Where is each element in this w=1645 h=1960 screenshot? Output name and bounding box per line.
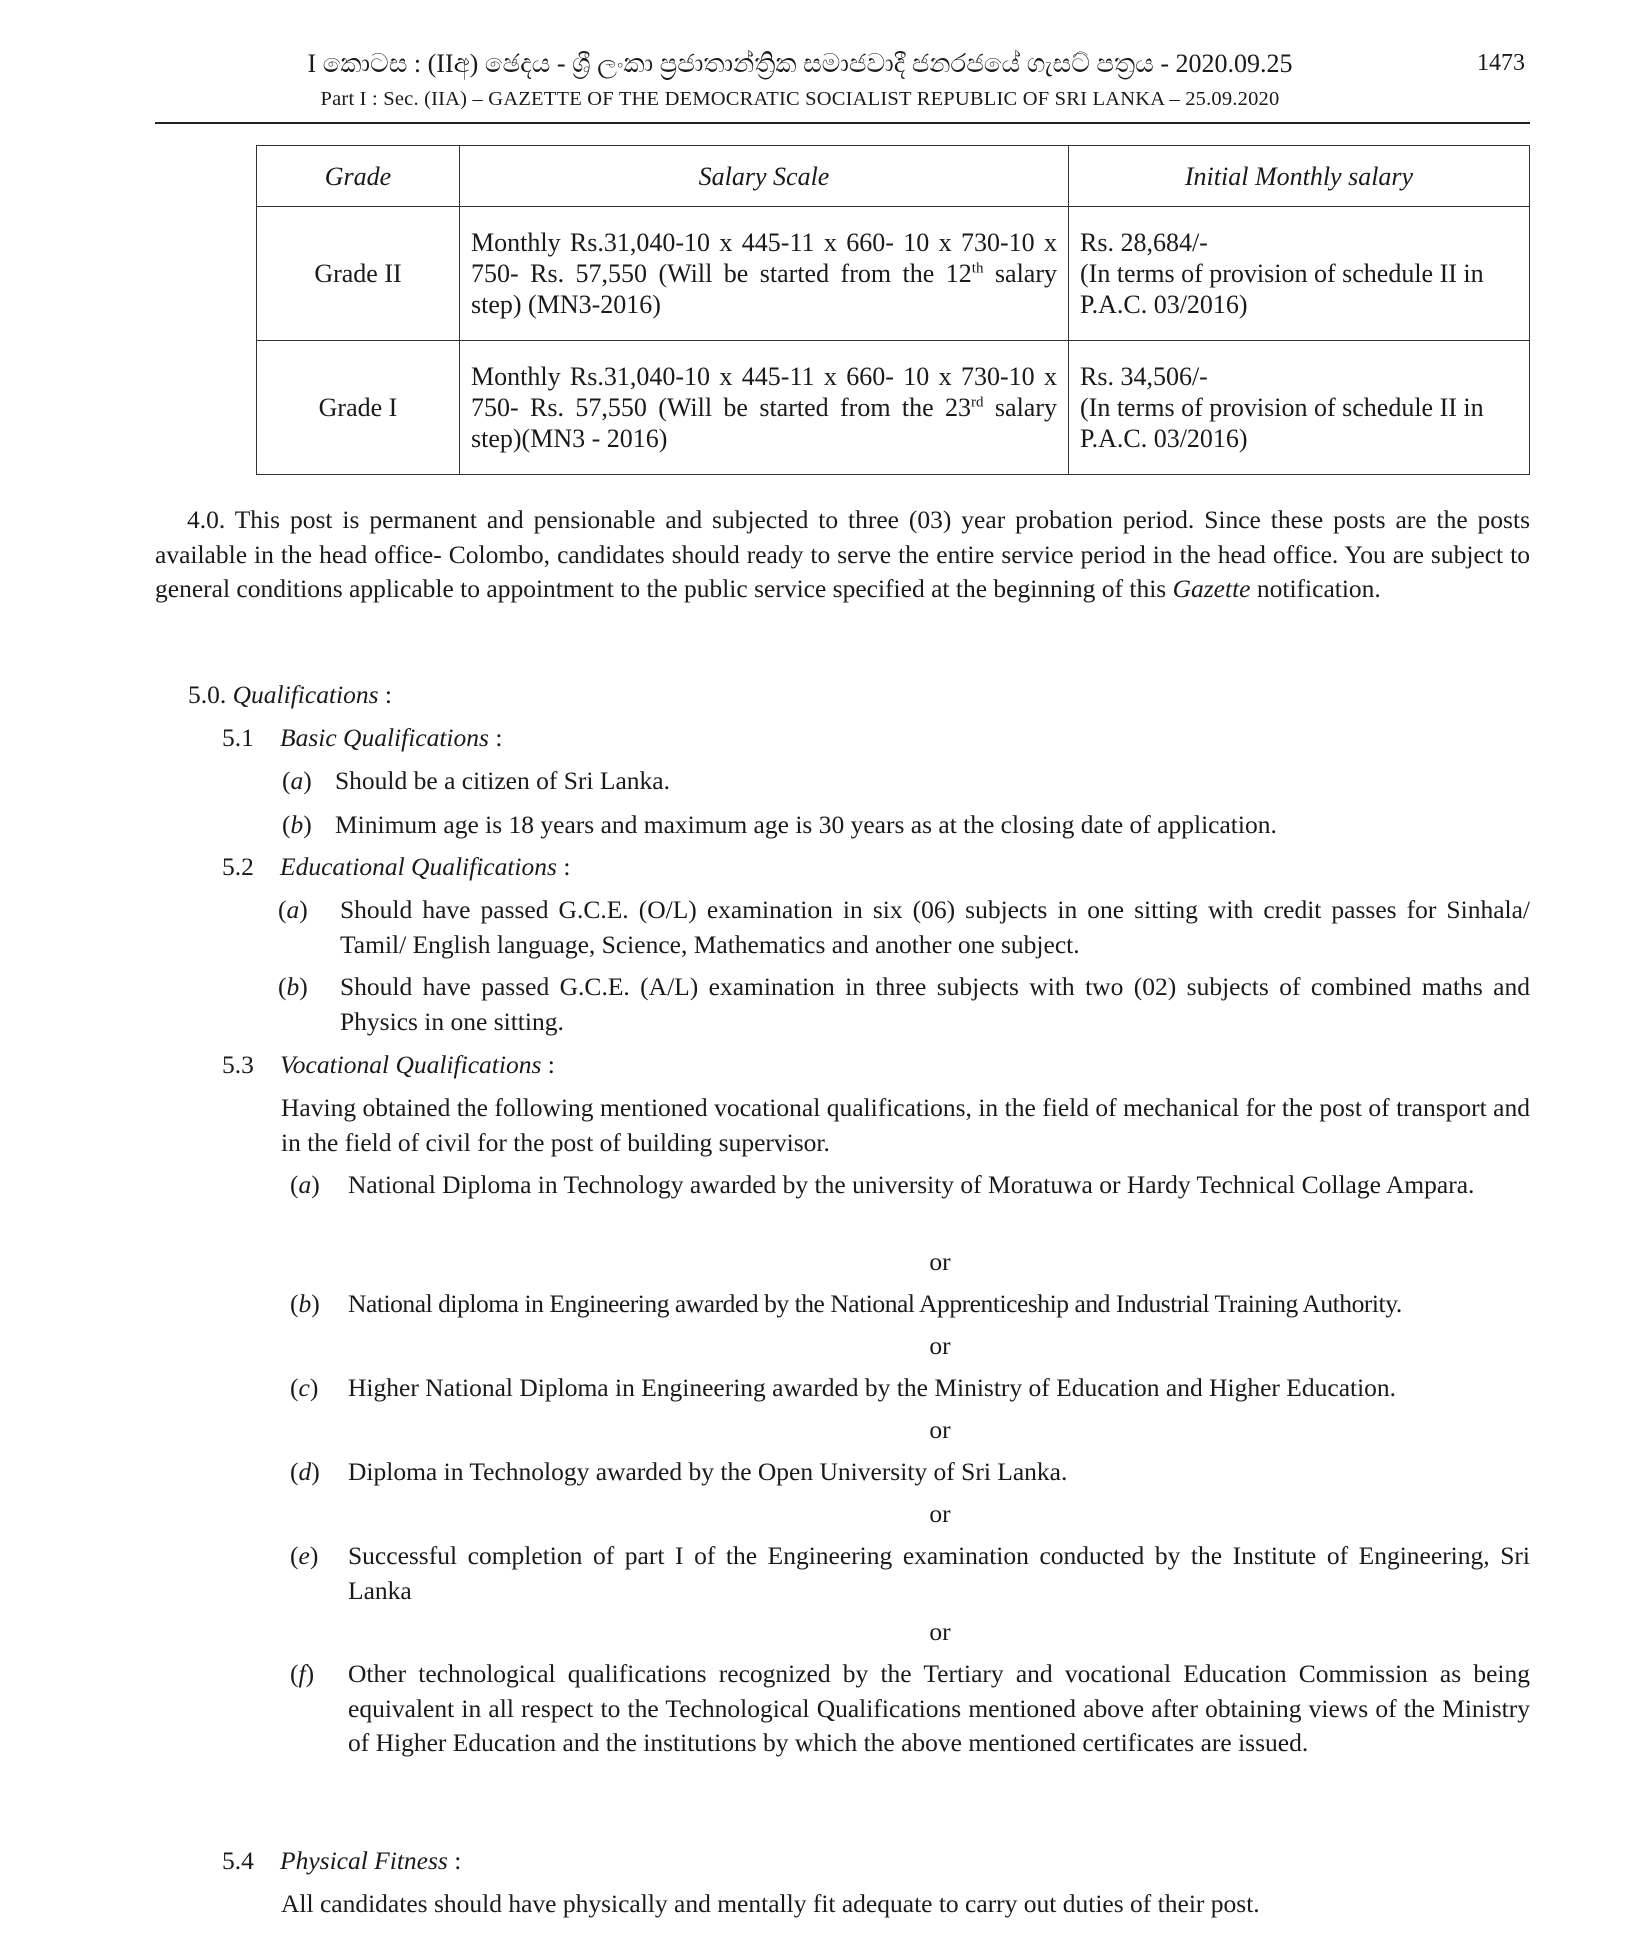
or-separator: or [929,1247,951,1276]
subsection-heading-basic: 5.1 Basic Qualifications : [222,721,1122,756]
item-letter: b [286,972,300,1001]
subsection-title: Vocational Qualifications [280,1050,542,1079]
or-separator: or [929,1331,951,1360]
initial-salary-note: (In terms of provision of schedule II in P.A.C. 03/2016) [1080,259,1484,319]
vocational-intro: Having obtained the following mentioned vocational qualifications, in the field of mechanical for the post of transport and in the field of civil for the post of building supervisor. [281,1093,1530,1157]
grade-cell: Grade II [257,207,460,341]
item-letter: a [286,895,300,924]
list-item [290,1539,1530,1608]
item-text: Minimum age is 18 years and maximum age is 30 years as at the closing date of application. [335,810,1277,839]
initial-salary-cell [1069,207,1530,341]
subsection-title: Physical Fitness [280,1846,448,1875]
subsection-number: 5.3 [222,1050,254,1079]
grade-cell: Grade I [257,341,460,475]
table-row [257,341,1530,475]
item-text: Should have passed G.C.E. (A/L) examination in three subjects with two (02) subjects of combined maths and Physics in one sitting. [340,972,1530,1036]
item-text: Higher National Diploma in Engineering awarded by the Ministry of Education and Higher Education. [348,1373,1397,1402]
salary-scale-cell [460,207,1069,341]
subsection-heading-educational: 5.2 Educational Qualifications : [222,850,1122,885]
item-label: (b) [290,1289,320,1318]
list-item [290,1455,1530,1490]
gazette-header-english: Part I : Sec. (IIA) – GAZETTE OF THE DEMOCRATIC SOCIALIST REPUBLIC OF SRI LANKA – 25.09.2020 [320,88,1280,110]
item-label: (b) [282,810,312,839]
ordinal-suffix: rd [971,394,984,411]
initial-salary-amount: Rs. 28,684/- [1080,228,1208,257]
item-text: National Diploma in Technology awarded by the university of Moratuwa or Hardy Technical Collage Ampara. [348,1170,1475,1199]
list-item [282,764,1530,799]
item-letter: e [298,1541,310,1570]
physical-fitness-text: All candidates should have physically and mentally fit adequate to carry out duties of their post. [281,1889,1260,1918]
item-text: Diploma in Technology awarded by the Open University of Sri Lanka. [348,1457,1068,1486]
salary-scale-text-end: salary step)(MN3 - 2016) [471,393,1057,453]
list-item [282,808,1530,843]
salary-table [256,145,1530,475]
item-text: Other technological qualifications recognized by the Tertiary and vocational Education Commission as being equivalent in all respect to the Technological Qualifications mentioned above after obtaining views of the Ministry of Higher Education and the institutions by which the above mentioned certificates are issued. [348,1659,1530,1757]
item-letter: b [290,810,304,839]
item-letter: a [290,766,304,795]
page-number: 1473 [1477,50,1525,76]
column-header-salary-scale: Salary Scale [460,146,1069,207]
initial-salary-amount: Rs. 34,506/- [1080,362,1208,391]
item-label: (a) [290,1170,320,1199]
subsection-number: 5.2 [222,852,254,881]
list-item [278,970,1530,1039]
item-label: (a) [278,895,308,924]
gazette-header-sinhala: I කොටස : (IIඅ) ඡෙදය - ශ්‍රී ලංකා ප්‍රජාතාන්ත්‍රික සමාජවාදී ජනරජයේ ගැසට් පත්‍රය - 2020.09.25 [307,49,1293,78]
section-heading-qualifications: 5.0. Qualifications : [188,680,393,709]
item-text: Should have passed G.C.E. (O/L) examination in six (06) subjects in one sitting with credit passes for Sinhala/ Tamil/ English language, Science, Mathematics and another one subject. [340,895,1530,959]
table-row [257,207,1530,341]
section-number: 5.0. [188,680,227,709]
list-item [290,1371,1530,1406]
gazette-word: Gazette [1172,574,1251,603]
item-label: (a) [282,766,312,795]
list-item [278,893,1530,962]
item-text: Should be a citizen of Sri Lanka. [335,766,670,795]
subsection-number: 5.4 [222,1846,254,1875]
ordinal-suffix: th [971,260,984,277]
paragraph-text-end: notification. [1250,574,1381,603]
column-header-initial-salary: Initial Monthly salary [1069,146,1530,207]
item-text: National diploma in Engineering awarded by the National Apprenticeship and Industrial Training Authority. [348,1289,1402,1318]
section-title: Qualifications [232,680,379,709]
paragraph-text: 4.0. This post is permanent and pensionable and subjected to three (03) year probation period. Since these posts are the posts available in the head office- Colombo, candidates should ready to serve the entire service period in the head office. You are subject to general conditions applicable to appointment to the public service specified at the beginning of this [155,505,1530,603]
list-item [290,1287,1530,1322]
salary-scale-cell [460,341,1069,475]
item-letter: c [298,1373,310,1402]
list-item [290,1657,1530,1761]
subsection-title: Educational Qualifications [280,852,557,881]
or-separator: or [929,1415,951,1444]
initial-salary-note: (In terms of provision of schedule II in P.A.C. 03/2016) [1080,393,1484,453]
initial-salary-cell [1069,341,1530,475]
subsection-title: Basic Qualifications [280,723,489,752]
item-label: (e) [290,1541,319,1570]
list-item [290,1168,1530,1203]
salary-scale-text-end: salary step) (MN3-2016) [471,259,1057,319]
item-letter: a [298,1170,312,1199]
subsection-heading-physical: 5.4 Physical Fitness : [222,1844,1122,1879]
paragraph-4-0 [155,503,1530,607]
or-separator: or [929,1499,951,1528]
item-label: (f) [290,1659,315,1688]
item-label: (c) [290,1373,319,1402]
item-letter: b [298,1289,312,1318]
column-header-grade: Grade [257,146,460,207]
salary-scale-text: Monthly Rs.31,040-10 x 445-11 x 660- 10 x 730-10 x 750- Rs. 57,550 (Will be started from the 12 [471,228,1057,288]
item-letter: f [298,1659,306,1688]
or-separator: or [929,1617,951,1646]
table-header-row [257,146,1530,207]
salary-scale-text: Monthly Rs.31,040-10 x 445-11 x 660- 10 x 730-10 x 750- Rs. 57,550 (Will be started from the 23 [471,362,1057,422]
item-label: (d) [290,1457,320,1486]
item-label: (b) [278,972,308,1001]
item-letter: d [298,1457,312,1486]
header-divider [155,122,1530,124]
subsection-heading-vocational: 5.3 Vocational Qualifications : [222,1048,1122,1083]
subsection-number: 5.1 [222,723,254,752]
item-text: Successful completion of part I of the Engineering examination conducted by the Institute of Engineering, Sri Lanka [348,1541,1530,1605]
